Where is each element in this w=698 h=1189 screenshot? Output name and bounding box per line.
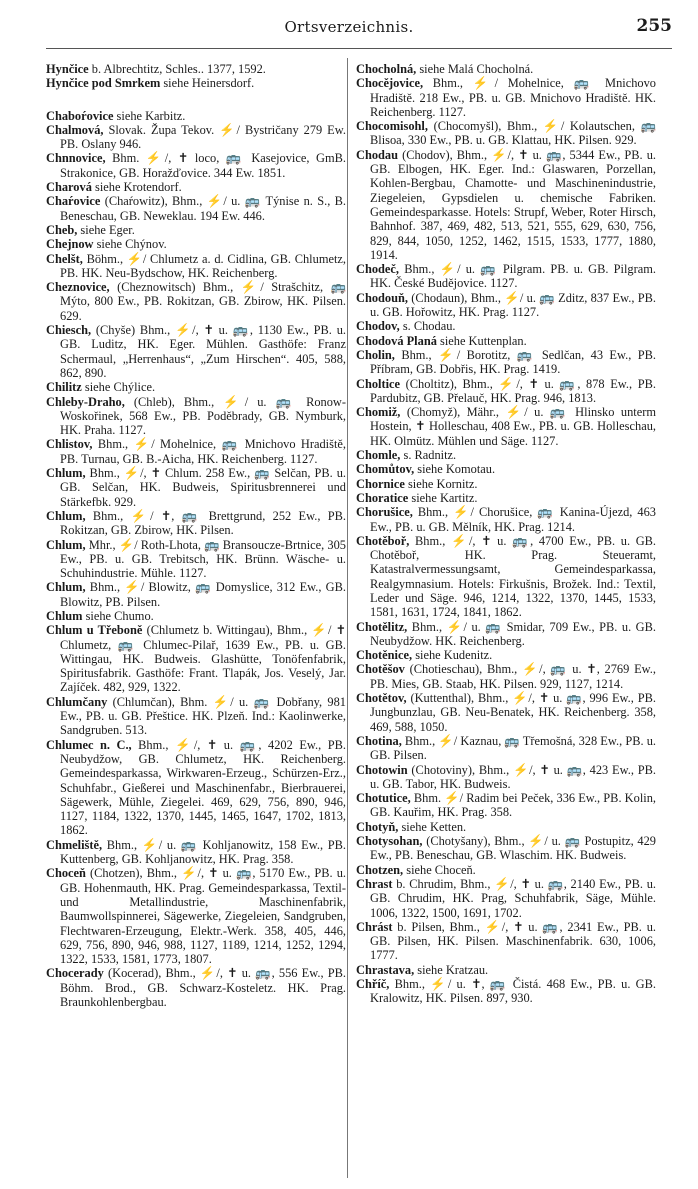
gazetteer-entry: [46, 437, 346, 466]
gazetteer-entry: [46, 123, 346, 152]
entry-place-name: Chlumčany: [46, 694, 108, 709]
entry-place-name: Chříč,: [356, 977, 390, 991]
entry-details: (Kuttenthal), Bhm., ⚡/, ✝ u. 🚌, 996 Ew., PB. Jungbunzlau, GB. Neu-Benatek, HK. Reichenberg. 358, 469, 588, 1050.: [370, 691, 656, 734]
entry-place-name: Chlum,: [46, 466, 86, 481]
entry-details: (Chlumetz b. Wittingau), Bhm., ⚡/ ✝ Chlumetz, 🚌 Chlumec-Pilař, 1639 Ew., PB. u. GB. Wittingau, HK. Budweis. Glashütte, Tonöfenfabrik, Spiritusfabrik. Gasthöfe: Frant. Tlapák, Jos. Veselý, Jar. Zajíček. 482, 929, 1322.: [60, 623, 347, 695]
gazetteer-entry: [356, 477, 656, 491]
entry-details: Bhm., ⚡/ u. 🚌 Smidar, 709 Ew., PB. u. GB. Neubydžow. HK. Reichenberg.: [370, 619, 656, 648]
gazetteer-entry: [356, 405, 656, 448]
entry-place-name: Choltice: [356, 376, 401, 391]
gazetteer-entry: [46, 623, 346, 694]
entry-place-name: Chiesch,: [46, 323, 92, 338]
entry-place-name: Chotěšov: [356, 662, 405, 677]
entry-details: (Chodov), Bhm., ⚡/, ✝ u. 🚌, 5344 Ew., PB. u. GB. Elbogen, HK. Eger. Ind.: Glaswaren, Porzellan, Kohlen-Bergbau, Chamotte- und Maschinenindustrie, Ziegeleien, Gypsdielen u. chemische Fabriken. Gemeindesparkasse. Hotels: Strupf, Weber, Roter Hirsch, Bahnhof. 387, 469, 482, 513, 521, 555, 629, 630, 756, 829, 844, 1050, 1252, 1462, 1515, 1533, 1777, 1880, 1914.: [370, 147, 656, 262]
entry-place-name: Chocerady: [46, 966, 104, 981]
entry-details: siehe Malá Chocholná.: [416, 62, 534, 76]
entry-place-name: Chotěboř,: [356, 533, 410, 548]
entry-place-name: Chrast: [356, 876, 393, 891]
entry-place-name: Chelšt,: [46, 251, 83, 266]
gazetteer-entry: [356, 62, 656, 76]
entry-place-name: Chomiž,: [356, 405, 401, 420]
entry-details: Bhm., ⚡/ u. 🚌 Pilgram. PB. u. GB. Pilgram. HK. České Budějovice. 1127.: [370, 262, 656, 291]
gazetteer-entry: [46, 237, 346, 251]
entry-place-name: Chlistov,: [46, 437, 93, 452]
entry-details: siehe Kudenitz.: [412, 648, 493, 663]
entry-details: Bhm., ⚡/ Mohelnice, 🚌 Mnichovo Hradiště. 218 Ew., PB. u. GB. Mnichovo Hradiště. HK. Reichenberg. 1127.: [370, 76, 656, 119]
gazetteer-entry: [46, 395, 346, 438]
gazetteer-entry: [356, 920, 656, 963]
entry-place-name: Chotina,: [356, 733, 402, 748]
entry-details: (Chotoviny), Bhm., ⚡/, ✝ u. 🚌, 423 Ew., PB. u. GB. Tabor, HK. Budweis.: [370, 762, 656, 791]
gazetteer-entry: [46, 966, 346, 1009]
entry-place-name: Chocholná,: [356, 62, 417, 76]
gazetteer-entry: [356, 977, 656, 1006]
page-title: Ortsverzeichnis.: [284, 18, 414, 36]
entry-details: siehe Chýnov.: [93, 237, 167, 252]
entry-place-name: Chmeliště,: [46, 837, 103, 852]
entry-place-name: Chomůtov,: [356, 462, 415, 477]
gazetteer-entry: [356, 119, 656, 148]
entry-place-name: Chnnovice,: [46, 151, 106, 166]
gazetteer-entry: [356, 662, 656, 691]
entry-place-name: Chodeč,: [356, 262, 400, 277]
entry-details: Slovak. Župa Tekov. ⚡/ Bystričany 279 Ew. PB. Oslany 946.: [60, 122, 346, 152]
entry-details: b. Albrechtitz, Schles.. 1377, 1592.: [88, 62, 266, 76]
entry-details: Bhm., ⚡/ Kaznau, 🚌 Třemošná, 328 Ew., PB. u. GB. Pilsen.: [370, 733, 656, 763]
entry-place-name: Cholin,: [356, 347, 395, 362]
entry-details: siehe Ketten.: [398, 819, 467, 834]
gazetteer-entry: [356, 334, 656, 348]
column-divider: [347, 58, 348, 1178]
gazetteer-entry: [356, 963, 656, 977]
entry-details: (Chomyž), Mähr., ⚡/ u. 🚌 Hlinsko unterm Hostein, ✝ Holleschau, 408 Ew., PB. u. GB. Holleschau, HK. Olmütz. Mühlen und Säge. 1127.: [370, 405, 656, 448]
entry-place-name: Chlum: [46, 608, 83, 623]
gazetteer-entry: [46, 180, 346, 194]
gazetteer-entry: [356, 691, 656, 734]
entry-details: Bhm., ⚡/, ✝ u. 🚌, 4202 Ew., PB. Neubydžow, GB. Chlumetz, HK. Reichenberg. Gemeindesparkassa, Wirkwaren-Erzeug., Schürzen-Erz., Schuhfabr., Gießerei und Maschinenfabr., Bierbrauerei, Sägewerk, Mühle, Ziegelei. 469, 629, 756, 890, 946, 1127, 1184, 1322, 1370, 1445, 1465, 1647, 1702, 1813, 1862.: [60, 737, 346, 838]
entry-details: (Chotzen), Bhm., ⚡/, ✝ u. 🚌, 5170 Ew., PB. u. GB. Hohenmauth, HK. Prag. Gemeindesparkassa, Textil- und Metallindustrie, Maschinenfabrik, Baumwollspinnerei, Sägewerke, Ziegeleien, Sandgruben, Flechtwaren-Erzeugung, Elektr.-Werk. 358, 405, 446, 629, 756, 890, 946, 988, 1127, 1189, 1214, 1252, 1294, 1322, 1533, 1581, 1773, 1807.: [60, 866, 346, 967]
gazetteer-entry: [356, 820, 656, 834]
gazetteer-entry: [46, 109, 346, 123]
entry-details: Bhm., ⚡/, ✝ Chlum. 258 Ew., 🚌 Selčan, PB. u. GB. Selčan, HK. Budweis, Spiritusbrennerei und Stärkefbk. 929.: [60, 466, 346, 509]
entry-place-name: Chaboŕovice: [46, 108, 114, 123]
entry-details: siehe Choceň.: [403, 862, 476, 877]
gazetteer-entry: [46, 466, 346, 509]
gazetteer-entry: [46, 194, 346, 223]
entry-details: siehe Chýlice.: [81, 380, 156, 395]
entry-details: siehe Krotendorf.: [91, 180, 182, 195]
entry-place-name: Chalmová,: [46, 122, 104, 137]
entry-details: Böhm., ⚡/ Chlumetz a. d. Cidlina, GB. Chlumetz, PB. HK. Neu-Bydschow, HK. Reichenberg.: [60, 251, 346, 280]
gazetteer-entry: [356, 505, 656, 534]
entry-place-name: Chotyň,: [356, 819, 399, 834]
entry-details: (Chaŕowitz), Bhm., ⚡/ u. 🚌 Týnise n. S., B. Beneschau, GB. Neweklau. 194 Ew. 446.: [60, 194, 346, 223]
entry-place-name: Chlum,: [46, 537, 86, 552]
entry-place-name: Chlumec n. C.,: [46, 737, 132, 752]
gazetteer-entry: [356, 791, 656, 820]
gazetteer-entry: [356, 348, 656, 377]
entry-details: siehe Eger.: [77, 222, 135, 237]
gazetteer-entry: [46, 838, 346, 867]
entry-details: (Cheznowitsch) Bhm., ⚡/ Strašchitz, 🚌 Mýto, 800 Ew., PB. Rokitzan, GB. Zbirow, HK. Pilsen. 629.: [60, 280, 346, 323]
entry-place-name: Chocomisohl,: [356, 119, 428, 134]
gazetteer-entry: [356, 377, 656, 406]
gazetteer-entry: [356, 462, 656, 476]
entry-details: Bhm., ⚡/ u. ✝, 🚌 Čistá. 468 Ew., PB. u. GB. Kralowitz, HK. Pilsen. 897, 930.: [370, 977, 656, 1006]
entry-place-name: Choratice: [356, 490, 409, 505]
gazetteer-entry: [356, 763, 656, 792]
gazetteer-entry: [46, 151, 346, 180]
entry-place-name: Chorušice,: [356, 505, 413, 520]
gazetteer-entry: [356, 834, 656, 863]
gazetteer-entry: [46, 252, 346, 281]
entry-details: (Chlumčan), Bhm. ⚡/ u. 🚌 Dobřany, 981 Ew., PB. u. GB. Přeštice. HK. Plzeň. Ind.: Kaolinwerke, Sandgruben. 513.: [60, 694, 346, 738]
gazetteer-entry: [356, 863, 656, 877]
gazetteer-entry: [356, 491, 656, 505]
gazetteer-entry: [46, 223, 346, 237]
gazetteer-entry: [356, 648, 656, 662]
gazetteer-entry: [356, 148, 656, 262]
gazetteer-entry: [356, 620, 656, 649]
gazetteer-entry: [46, 538, 346, 581]
entry-place-name: Chrást: [356, 919, 393, 934]
entry-place-name: Chodau: [356, 147, 399, 162]
entry-details: Bhm. ⚡/, ✝ loco, 🚌 Kasejovice, GmB. Strakonice, GB. Horažďovice. 344 Ew. 1851.: [60, 151, 346, 180]
entry-place-name: Chomle,: [356, 448, 401, 463]
page-number: 255: [636, 16, 672, 36]
gazetteer-entry: [356, 291, 656, 320]
entry-place-name: Chrastava,: [356, 962, 415, 977]
entry-details: b. Pilsen, Bhm., ⚡/, ✝ u. 🚌, 2341 Ew., PB. u. GB. Pilsen, HK. Pilsen. Maschinenfabrik. 630, 1006, 1777.: [370, 919, 656, 963]
entry-details: Bhm., ⚡/ u. 🚌 Kohljanowitz, 158 Ew., PB. Kuttenberg, GB. Kohljanowitz, HK. Prag. 358.: [60, 837, 346, 867]
gazetteer-entry: [46, 866, 346, 966]
gazetteer-entry: [356, 534, 656, 620]
entry-details: (Chotyšany), Bhm., ⚡/ u. 🚌 Postupitz, 429 Ew., PB. Beneschau, GB. Wlaschim. HK. Budweis.: [370, 834, 656, 863]
entry-details: Bhm., ⚡/ ✝, 🚌 Brettgrund, 252 Ew., PB. Rokitzan, GB. Zbirow, HK. Pilsen.: [60, 508, 346, 538]
header-rule: [46, 48, 672, 49]
entry-place-name: Chotzen,: [356, 862, 404, 877]
gazetteer-entry: [46, 323, 346, 380]
entry-place-name: Hynčice pod Smrkem: [46, 76, 161, 91]
entry-place-name: Charová: [46, 180, 92, 195]
entry-place-name: Chotělitz,: [356, 619, 408, 634]
entry-place-name: Cheb,: [46, 222, 78, 237]
gazetteer-entry: [46, 380, 346, 394]
entry-details: siehe Chumo.: [82, 608, 154, 623]
entry-place-name: Cheznovice,: [46, 280, 110, 295]
entry-details: b. Chrudim, Bhm., ⚡/, ✝ u. 🚌, 2140 Ew., PB. u. GB. Chrudim, HK. Prag, Schuhfabrik, Säge, Mühle. 1006, 1322, 1500, 1691, 1702.: [370, 876, 656, 920]
entry-place-name: Hynčice: [46, 62, 89, 76]
entry-place-name: Chotětov,: [356, 691, 407, 706]
gazetteer-entry: [46, 280, 346, 323]
entry-place-name: Chaŕovice: [46, 194, 101, 209]
entry-place-name: Chlum u Třeboně: [46, 623, 143, 638]
entry-details: Bhm., ⚡/ Chorušice, 🚌 Kanina-Újezd, 463 Ew., PB. u. GB. Mělník, HK. Prag. 1214.: [370, 505, 656, 534]
entry-details: (Kocerad), Bhm., ⚡/, ✝ u. 🚌, 556 Ew., PB. Böhm. Brod., GB. Schwarz-Kosteletz. HK. Prag. Braunkohlenbergbau.: [60, 966, 346, 1009]
entry-details: siehe Komotau.: [414, 462, 496, 477]
left-column: [46, 62, 346, 1009]
entry-details: (Choltitz), Bhm., ⚡/, ✝ u. 🚌, 878 Ew., PB. Pardubitz, GB. Přelauč, HK. Prag. 946, 1813.: [370, 376, 656, 405]
entry-place-name: Chotysohan,: [356, 834, 423, 849]
entry-place-name: Chocějovice,: [356, 76, 424, 91]
entry-details: (Chocomyšl), Bhm., ⚡/ Kolautschen, 🚌 Blisoa, 330 Ew., PB. u. GB. Klattau, HK. Pilsen. 929.: [370, 119, 656, 148]
entry-details: s. Radnitz.: [400, 448, 457, 463]
gazetteer-entry: [46, 738, 346, 838]
gazetteer-entry: [46, 76, 346, 90]
entry-place-name: Chornice: [356, 476, 405, 491]
entry-details: (Chleb), Bhm., ⚡/ u. 🚌 Ronow-Woskořinek, 568 Ew., PB. Poděbrady, GB. Nymburk, HK. Praha. 1127.: [60, 394, 346, 438]
entry-place-name: Chotowin: [356, 762, 408, 777]
gazetteer-entry: [356, 448, 656, 462]
entry-place-name: Chodouň,: [356, 290, 409, 305]
entry-details: siehe Karbitz.: [113, 108, 186, 123]
right-column: [356, 62, 656, 1006]
entry-details: (Chyše) Bhm., ⚡/, ✝ u. 🚌, 1130 Ew., PB. u. GB. Luditz, HK. Eger. Mühlen. Gasthöfe: Franz Schermaul, „Herrenhaus“, „Zum Hirschen“. 405, 588, 862, 890.: [60, 323, 346, 380]
entry-place-name: Chodov,: [356, 319, 400, 334]
gazetteer-entry: [46, 509, 346, 538]
entry-details: siehe Kratzau.: [414, 962, 489, 977]
entry-place-name: Chejnow: [46, 237, 94, 252]
entry-place-name: Chotutice,: [356, 791, 411, 806]
gazetteer-entry: [356, 262, 656, 291]
entry-details: siehe Heinersdorf.: [160, 76, 255, 91]
entry-details: Bhm. ⚡/ Radim bei Peček, 336 Ew., PB. Kolin, GB. Kauřim, HK. Prag. 358.: [370, 791, 656, 820]
entry-place-name: Choceň: [46, 866, 86, 881]
gazetteer-entry: [46, 695, 346, 738]
gazetteer-entry: [46, 580, 346, 609]
entry-details: s. Chodau.: [399, 319, 456, 334]
entry-details: (Chotieschau), Bhm., ⚡/, 🚌 u. ✝, 2769 Ew., PB. Mies, GB. Staab, HK. Pilsen. 929, 1127, 1214.: [370, 662, 656, 691]
entry-place-name: Chlum,: [46, 580, 86, 595]
page-header: [0, 12, 698, 42]
entry-details: siehe Kartitz.: [408, 490, 478, 505]
entry-details: Bhm., ⚡/ Blowitz, 🚌 Domyslice, 312 Ew., GB. Blowitz, PB. Pilsen.: [60, 580, 346, 609]
gazetteer-entry: [356, 319, 656, 333]
entry-details: (Chodaun), Bhm., ⚡/ u. 🚌 Zditz, 837 Ew., PB. u. GB. Hořowitz, HK. Prag. 1127.: [370, 290, 656, 320]
entry-details: siehe Kuttenplan.: [436, 333, 527, 348]
gazetteer-entry: [46, 609, 346, 623]
gazetteer-entry: [356, 76, 656, 119]
entry-details: Mhr., ⚡/ Roth-Lhota, 🚌 Bransoucze-Brtnice, 305 Ew., PB. u. GB. Trebitsch, HK. Brünn. Wäsche- u. Schuhindustrie. Mühle. 1127.: [60, 537, 346, 581]
entry-details: Bhm., ⚡/, ✝ u. 🚌, 4700 Ew., PB. u. GB. Chotěboř, HK. Prag. Steueramt, Katastralvermessungsamt, Gemeindesparkassa, Realgymnasium. Hotels: Firkušnis, Brožek. Ind.: Textil, Leder und Säge. 946, 1214, 1322, 1370, 1445, 1533, 1581, 1631, 1724, 1841, 1862.: [370, 533, 656, 620]
entry-details: siehe Kornitz.: [404, 476, 478, 491]
entry-place-name: Chotěnice,: [356, 648, 413, 663]
gazetteer-entry: [46, 62, 346, 76]
entry-place-name: Chilitz: [46, 380, 82, 395]
gazetteer-entry: [356, 877, 656, 920]
entry-place-name: Chodová Planá: [356, 333, 437, 348]
entry-details: Bhm., ⚡/ Mohelnice, 🚌 Mnichovo Hradiště, PB. Turnau, GB. B.-Aicha, HK. Reichenberg. 1127.: [60, 437, 346, 466]
entry-place-name: Chlum,: [46, 508, 86, 523]
gazetteer-entry: [356, 734, 656, 763]
entry-place-name: Chleby-Draho,: [46, 394, 125, 409]
entry-details: Bhm., ⚡/ Borotitz, 🚌 Sedlčan, 43 Ew., PB. Příbram, GB. Dobřis, HK. Prag. 1419.: [370, 347, 656, 377]
